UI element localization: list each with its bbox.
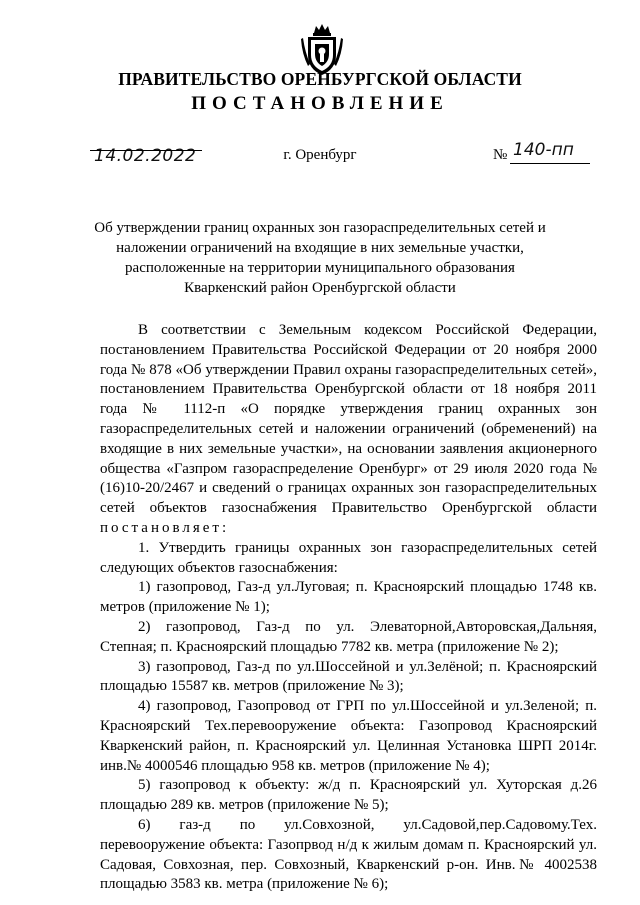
list-item: 4) газопровод, Газопровод от ГРП по ул.Шоссейной и ул.Зеленой; п. Красноярский Тех.перевооружение объекта: Газопровод Красноярский Кваркенский район, п. Красноярский ул. Целинная Установка ШРП 2014г. инв.№ 4000546 площадью 958 кв. метров (приложение № 4);	[100, 698, 597, 774]
decree-word: постановляет:	[100, 519, 230, 536]
subject-line: Кваркенский район Оренбургской области	[184, 280, 456, 296]
list-item: 6) газ-д по ул.Совхозной, ул.Садовой,пер.Садовому.Тех. перевооружение объекта: Газопрвод н/д к жилым домам п. Красноярский ул. Садовая, Совхозная, пер. Совхозный, Кваркенский р-он. Инв.№ 4002538 площадью 3583 кв. метра (приложение № 6);	[100, 816, 597, 893]
number-sign: №	[493, 147, 508, 163]
list-item: 2) газопровод, Газ-д по ул. Элеваторной,Авторовская,Дальняя, Степная; п. Красноярский площадью 7782 кв. метра (приложение № 2);	[100, 618, 597, 655]
preamble-text: В соответствии с Земельным кодексом Российской Федерации, постановлением Правительства Российской Федерации от 20 ноября 2000 года № 878 «Об утверждении Правил охраны газораспределительных сетей», постановлением Правительства Оренбургской области от 18 ноября 2011 года № 1112-п «О порядке утверждения границ охранных зон газораспределительных сетей и наложении ограничений (обременений) на входящие в них земельные участки», на основании заявления акционерного общества «Газпром газораспределение Оренбург» от 29 июля 2020 года № (16)10-20/2467 и сведений о границах охранных зон газораспределительных сетей объектов газоснабжения Правительство Оренбургской области	[100, 322, 597, 517]
subject-line: Об утверждении границ охранных зон газораспределительных сетей и	[94, 220, 546, 236]
subject-line: наложении ограничений на входящие в них земельные участки,	[116, 240, 524, 256]
clause-1: 1. Утвердить границы охранных зон газораспределительных сетей следующих объектов газоснабжения:	[100, 539, 597, 576]
document-type-title: ПОСТАНОВЛЕНИЕ	[191, 93, 449, 114]
number-underline	[510, 163, 590, 164]
organization-title: ПРАВИТЕЛЬСТВО ОРЕНБУРГСКОЙ ОБЛАСТИ	[118, 69, 522, 89]
document-subject	[90, 218, 550, 298]
preamble-paragraph	[100, 321, 597, 539]
handwritten-number: 140-пп	[513, 140, 574, 160]
list-item: 5) газопровод к объекту: ж/д п. Красноярский ул. Хуторская д.26 площадью 289 кв. метров (приложение № 5);	[100, 777, 597, 814]
handwritten-date: 14.02.2022	[94, 146, 197, 166]
city-label: г. Оренбург	[283, 147, 357, 163]
document-body	[100, 321, 597, 895]
subject-line: расположенные на территории муниципального образования	[125, 260, 515, 276]
list-item: 1) газопровод, Газ-д ул.Луговая; п. Красноярский площадью 1748 кв. метров (приложение № 1);	[100, 579, 597, 616]
list-item: 3) газопровод, Газ-д по ул.Шоссейной и ул.Зелёной; п. Красноярский площадью 15587 кв. метров (приложение № 3);	[100, 658, 597, 695]
